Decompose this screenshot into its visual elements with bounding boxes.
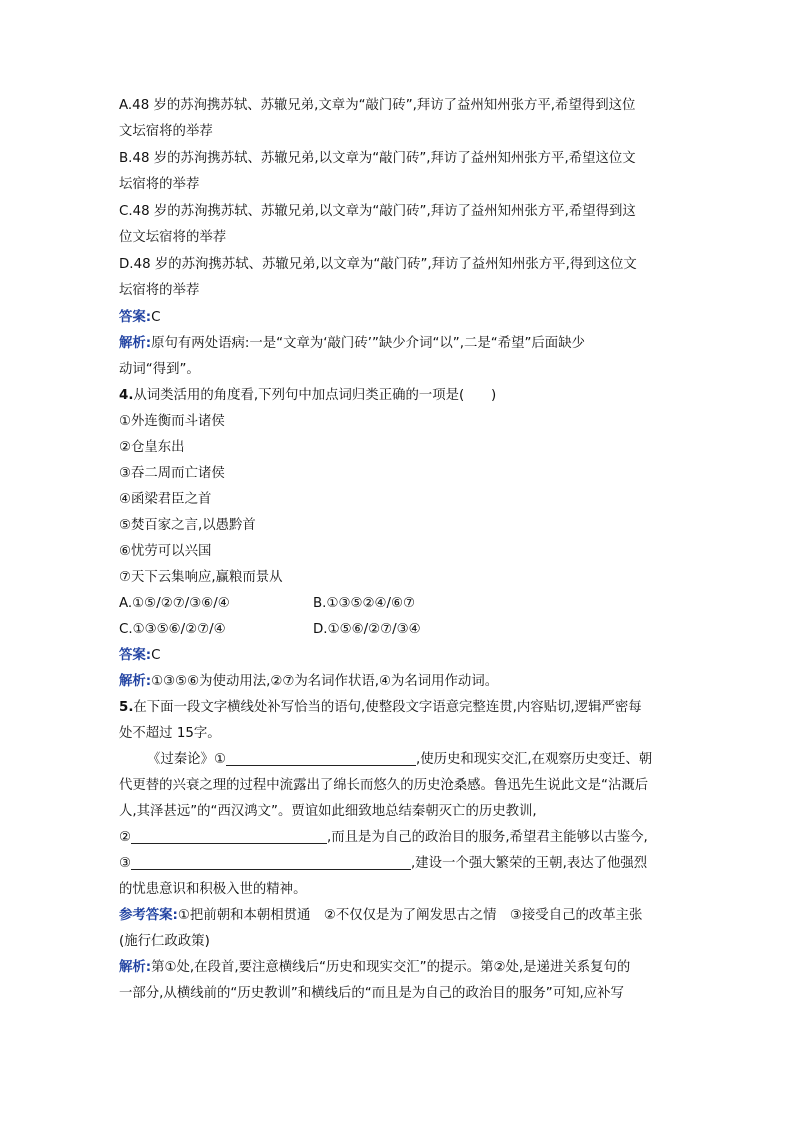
q5-passage-line6: 的忧患意识和积极入世的精神。 <box>119 882 307 897</box>
analysis-label: 解析: <box>119 336 152 351</box>
q4-stem <box>119 386 496 406</box>
answer-blank-3[interactable] <box>131 854 411 870</box>
analysis-text: 第①处,在段首,要注意横线后“历史和现实交汇”的提示。第②处,是递进关系复句的 <box>151 960 631 975</box>
answer-label: 答案: <box>119 310 152 325</box>
q4-choices-row2 <box>119 620 421 640</box>
answer-value: C <box>151 648 161 663</box>
q4-analysis <box>119 672 498 692</box>
passage-text: ② <box>119 830 132 845</box>
q4-item: ①外连衡而斗诸侯 <box>119 414 225 429</box>
q4-item: ②仓皇东出 <box>119 440 185 455</box>
q5-passage-line5 <box>119 854 647 874</box>
q5-passage-line4 <box>119 828 648 848</box>
q3-answer <box>119 308 161 328</box>
choice-a: A.①⑤/②⑦/③⑥/④ <box>119 596 230 611</box>
answer-value: C <box>151 310 161 325</box>
reference-answer-label: 参考答案: <box>119 908 178 923</box>
q3-option-d-line1: D.48 岁的苏洵携苏轼、苏辙兄弟,以文章为“敲门砖”,拜访了益州知州张方平,得到这位文 <box>119 257 637 272</box>
question-number: 4. <box>119 388 134 403</box>
q5-analysis-line1 <box>119 958 630 978</box>
answer-blank-2[interactable] <box>131 828 327 844</box>
analysis-text: ①③⑤⑥为使动用法,②⑦为名词作状语,④为名词用作动词。 <box>151 674 499 689</box>
passage-text: ,建设一个强大繁荣的王朝,表达了他强烈 <box>411 856 648 871</box>
q5-passage-line2: 代更替的兴衰之理的过程中流露出了绵长而悠久的历史沧桑感。鲁迅先生说此文是“沾溉后 <box>119 778 649 793</box>
q4-item: ⑦天下云集响应,赢粮而景从 <box>119 570 283 585</box>
question-number: 5. <box>119 700 134 715</box>
q5-reference-line1 <box>119 906 642 926</box>
q3-option-c-line1: C.48 岁的苏洵携苏轼、苏辙兄弟,以文章为“敲门砖”,拜访了益州知州张方平,希望得到这 <box>119 204 636 219</box>
q5-reference-line2: (施行仁政政策) <box>119 934 210 949</box>
q3-option-b-line1: B.48 岁的苏洵携苏轼、苏辙兄弟,以文章为“敲门砖”,拜访了益州知州张方平,希望这位文 <box>119 151 636 166</box>
passage-text: 《过秦论》① <box>147 752 226 767</box>
q4-choices-row1 <box>119 594 415 614</box>
choice-b: B.①③⑤②④/⑥⑦ <box>313 596 415 611</box>
reference-answer-text: ①把前朝和本朝相贯通 ②不仅仅是为了阐发思古之情 ③接受自己的改革主张 <box>177 908 643 923</box>
q5-passage-line1 <box>147 750 652 770</box>
q5-analysis-line2: 一部分,从横线前的“历史教训”和横线后的“而且是为自己的政治目的服务”可知,应补写 <box>119 986 624 1001</box>
question-stem: 从词类活用的角度看,下列句中加点词归类正确的一项是( ) <box>133 388 497 403</box>
q3-analysis-line1 <box>119 334 585 354</box>
q4-answer <box>119 646 161 666</box>
q3-analysis-line2: 动词“得到”。 <box>119 362 200 377</box>
q3-option-c-line2: 位文坛宿将的举荐 <box>119 230 227 245</box>
q3-option-a-line1: A.48 岁的苏洵携苏轼、苏辙兄弟,文章为“敲门砖”,拜访了益州知州张方平,希望得到这位 <box>119 98 636 113</box>
analysis-text: 原句有两处语病:一是“文章为‘敲门砖’”缺少介词“以”,二是“希望”后面缺少 <box>151 336 585 351</box>
q5-stem-line2: 处不超过 15字。 <box>119 726 221 741</box>
analysis-label: 解析: <box>119 960 152 975</box>
q3-option-a-line2: 文坛宿将的举荐 <box>119 124 213 139</box>
q5-passage-line3: 人,其泽甚远”的“西汉鸿文”。贾谊如此细致地总结秦朝灭亡的历史教训, <box>119 804 537 819</box>
answer-blank-1[interactable] <box>226 750 416 766</box>
q3-option-d-line2: 坛宿将的举荐 <box>119 283 200 298</box>
analysis-label: 解析: <box>119 674 152 689</box>
question-stem: 在下面一段文字横线处补写恰当的语句,使整段文字语意完整连贯,内容贴切,逻辑严密每 <box>133 700 642 715</box>
passage-text: ,而且是为自己的政治目的服务,希望君主能够以古鉴今, <box>327 830 648 845</box>
choice-c: C.①③⑤⑥/②⑦/④ <box>119 622 226 637</box>
q5-stem-line1 <box>119 698 642 718</box>
answer-label: 答案: <box>119 648 152 663</box>
choice-d: D.①⑤⑥/②⑦/③④ <box>313 622 421 637</box>
q3-option-b-line2: 坛宿将的举荐 <box>119 177 200 192</box>
q4-item: ③吞二周而亡诸侯 <box>119 466 225 481</box>
q4-item: ⑤焚百家之言,以愚黔首 <box>119 518 256 533</box>
passage-text: ③ <box>119 856 132 871</box>
q4-item: ④函梁君臣之首 <box>119 492 212 507</box>
q4-item: ⑥忧劳可以兴国 <box>119 544 212 559</box>
passage-text: ,使历史和现实交汇,在观察历史变迁、朝 <box>415 752 653 767</box>
